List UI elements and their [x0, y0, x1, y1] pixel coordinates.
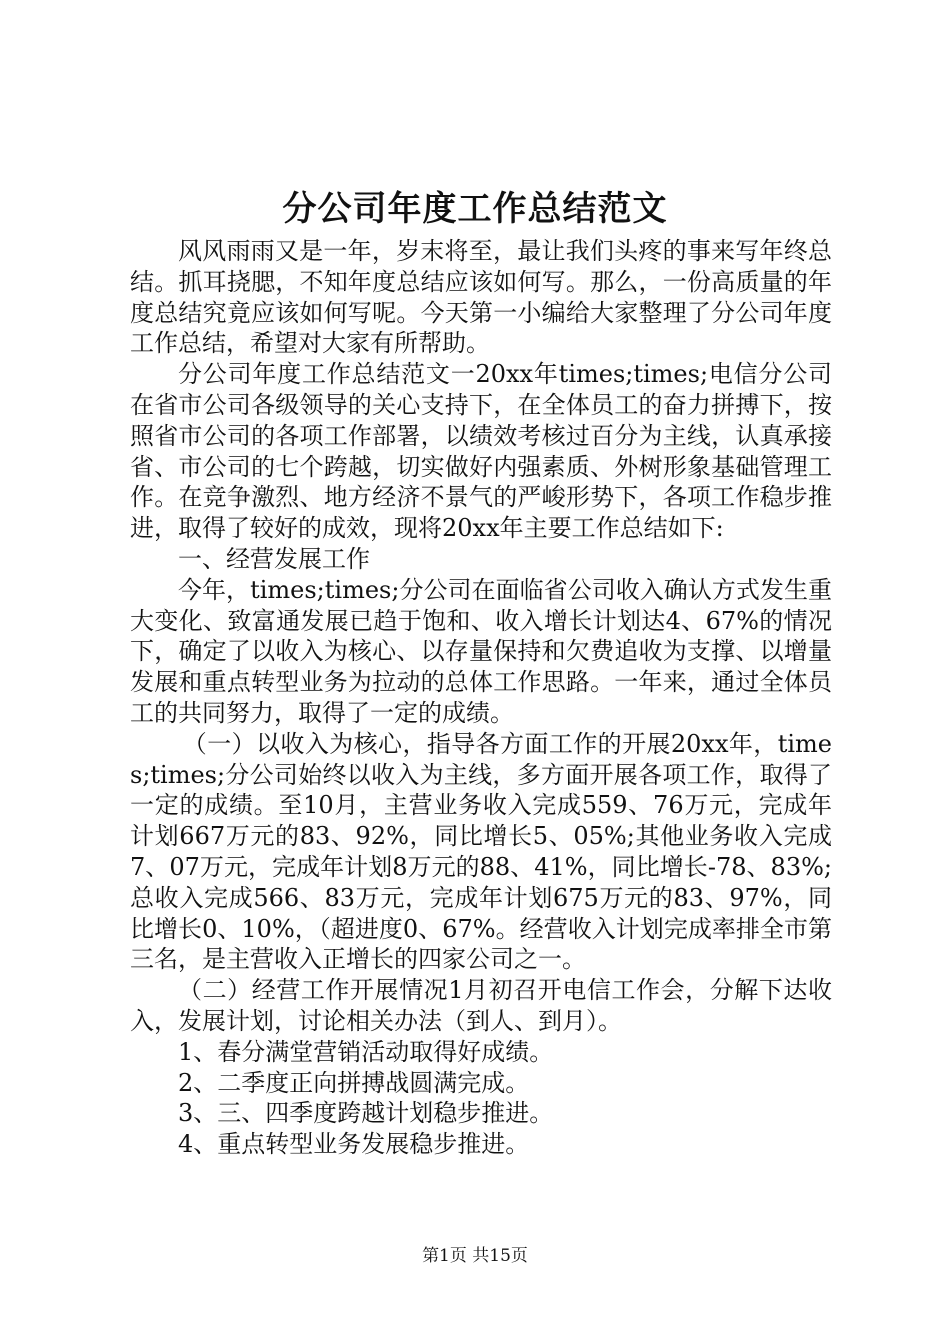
list-item: 2、二季度正向拼搏战圆满完成。 — [178, 1068, 530, 1097]
page-number-footer: 第1页 共15页 — [422, 1246, 528, 1266]
paragraph-revenue-core: （一）以收入为核心，指导各方面工作的开展20xx年，times;times;分公司始终以收入为主线，多方面开展各项工作，取得了一定的成绩。至10月，主营业务收入完成559、76万元，完成年计划667万元的83、92%，同比增长5、05%;其他业务收入完成7、07万元，完成年计划8万元的88、41%，同比增长-78、83%;总收入完成566、83万元，完成年计划675万元的83、97%，同比增长0、10%，（超进度0、67%。经营收入计划完成率排全市第三名，是主营收入正增长的四家公司之一。 — [130, 729, 832, 974]
document-title: 分公司年度工作总结范文 — [282, 189, 668, 229]
paragraph-intro: 风风雨雨又是一年，岁末将至，最让我们头疼的事来写年终总结。抓耳挠腮，不知年度总结应该如何写。那么，一份高质量的年度总结究竟应该如何写呢。今天第一小编给大家整理了分公司年度工作总结，希望对大家有所帮助。 — [130, 237, 832, 358]
paragraph-operations: （二）经营工作开展情况1月初召开电信工作会，分解下达收入，发展计划，讨论相关办法（到人、到月）。 — [130, 976, 832, 1035]
list-item: 1、春分满堂营销活动取得好成绩。 — [178, 1037, 554, 1066]
section-heading-business: 一、经营发展工作 — [178, 544, 370, 573]
document-body — [130, 236, 832, 1160]
paragraph-business-overview: 今年，times;times;分公司在面临省公司收入确认方式发生重大变化、致富通发展已趋于饱和、收入增长计划达4、67%的情况下，确定了以收入为核心、以存量保持和欠费追收为支撑、以增量发展和重点转型业务为拉动的总体工作思路。一年来，通过全体员工的共同努力，取得了一定的成绩。 — [130, 575, 832, 727]
list-item: 4、重点转型业务发展稳步推进。 — [178, 1130, 530, 1159]
paragraph-summary-intro: 分公司年度工作总结范文一20xx年times;times;电信分公司在省市公司各级领导的关心支持下，在全体员工的奋力拼搏下，按照省市公司的各项工作部署，以绩效考核过百分为主线，认真承接省、市公司的七个跨越，切实做好内强素质、外树形象基础管理工作。在竞争激烈、地方经济不景气的严峻形势下，各项工作稳步推进，取得了较好的成效，现将20xx年主要工作总结如下: — [130, 360, 832, 543]
list-item: 3、三、四季度跨越计划稳步推进。 — [178, 1099, 554, 1128]
